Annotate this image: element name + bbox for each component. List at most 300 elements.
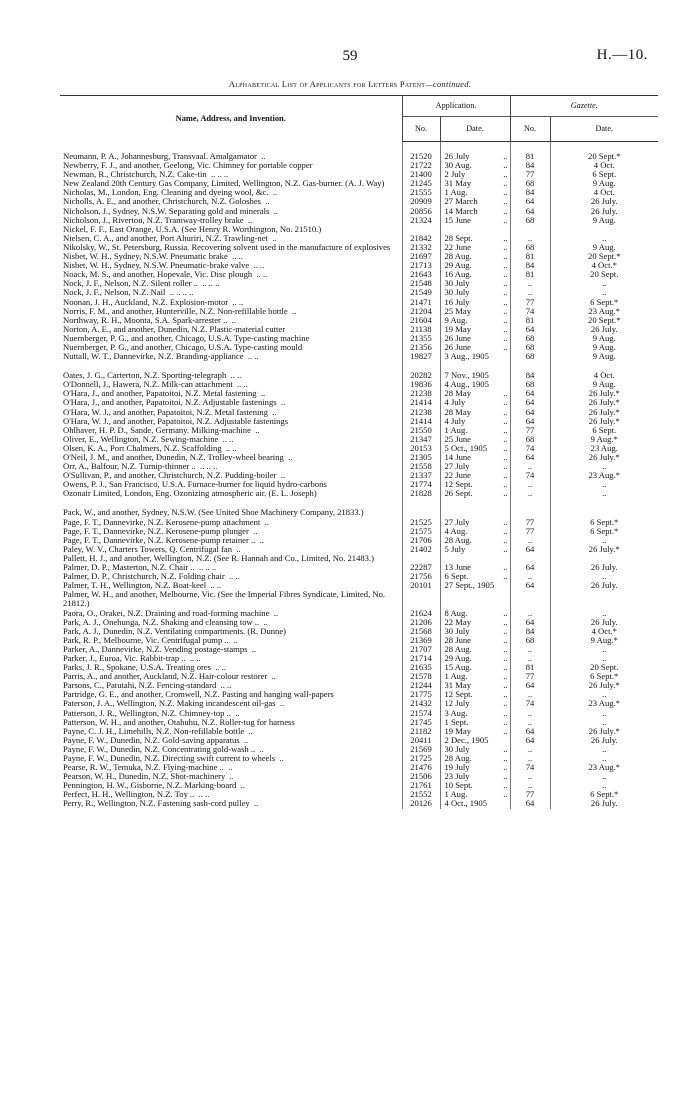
leader-dots: .. .. <box>189 652 201 663</box>
header-gazette-date: Date. <box>550 117 658 142</box>
gazette-date: .. <box>602 743 607 754</box>
application-date-text: 7 Nov., 1905 <box>444 370 489 381</box>
leader-dots: .. <box>247 214 253 225</box>
application-date-text: 3 Aug. <box>444 707 468 718</box>
leader-dots: .. <box>243 734 249 745</box>
application-number: 21774 <box>402 480 440 489</box>
application-date-text: 5 Oct., 1905 <box>444 442 487 453</box>
applicants-table <box>60 95 658 809</box>
applicant-name: Newberry, F. J., and another, Geelong, Vic. Chimney for portable copper <box>63 160 313 171</box>
applicant-name: Nikolsky, W., St. Petersburg, Russia. Recovering solvent used in the manufacture of explosives <box>63 241 391 252</box>
gazette-number: 74 <box>510 471 550 480</box>
gazette-number: 64 <box>510 727 550 736</box>
applicant-name: Perfect, H. H., Wellington, N.Z. Toy .. <box>63 789 195 800</box>
gazette-date: .. <box>602 571 607 582</box>
gazette-date: 6 Sept.* <box>590 296 619 307</box>
application-number: 21828 <box>402 489 440 498</box>
header-gazette <box>510 96 658 117</box>
leader-dots: .. <box>288 452 293 462</box>
application-date-text: 28 Aug. <box>444 643 472 654</box>
gazette-number: 81 <box>510 316 550 325</box>
gazette-date: .. <box>602 689 607 700</box>
application-number: 20411 <box>402 736 440 745</box>
application-date-text: 19 May <box>444 725 471 736</box>
application-number: 21575 <box>402 527 440 536</box>
date-leader-dots: .. <box>503 341 508 352</box>
date-leader-dots: .. <box>503 260 508 271</box>
date-leader-dots: .. <box>503 160 508 171</box>
application-date-text: 16 July <box>444 296 470 307</box>
date-leader-dots: .. <box>503 643 508 654</box>
application-date <box>440 352 510 361</box>
application-number: 21245 <box>402 179 440 188</box>
applicant-name: Paterson, J. A., Wellington, N.Z. Making incandescent oil-gas <box>63 698 276 709</box>
date-leader-dots: .. <box>503 470 508 481</box>
application-date <box>440 216 510 225</box>
gazette-number: .. <box>510 781 550 790</box>
gazette-date: 23 Aug.* <box>588 470 621 481</box>
date-leader-dots: .. <box>503 287 508 298</box>
date-leader-dots: .. <box>503 433 508 444</box>
gazette-date: 26 July.* <box>588 725 620 736</box>
applicant-name: Nuernberger, P. G., and another, Chicago, U.S.A. Type-casting machine <box>63 332 310 343</box>
leader-dots: .. <box>272 187 278 198</box>
applicant-name: Orr, A., Balfour, N.Z. Turnip-thinner .. <box>63 461 196 472</box>
gazette-date: 26 July.* <box>588 543 620 554</box>
gazette-number: 64 <box>510 389 550 398</box>
application-number: 21337 <box>402 471 440 480</box>
applicant-name: Palmer, T. H., Wellington, N.Z. Boat-keel <box>63 580 207 591</box>
applicant-name: Page, F. T., Dannevirke, N.Z. Kerosene-pump attachment <box>63 516 261 527</box>
gazette-date: 4 Oct. <box>593 160 615 171</box>
application-number: 21182 <box>402 727 440 736</box>
application-date-text: 19 May <box>444 323 471 334</box>
application-number: 21707 <box>402 645 440 654</box>
gazette-date: 9 Aug.* <box>590 433 618 444</box>
applicant-name: Oates, J. G., Carterton, N.Z. Sporting-telegraph <box>63 370 227 381</box>
application-number: 21414 <box>402 417 440 426</box>
gazette-number: 64 <box>510 618 550 627</box>
page-number: 59 <box>342 48 358 64</box>
gazette-date: 26 July. <box>590 798 618 809</box>
gazette-number: 74 <box>510 699 550 708</box>
application-number: 21432 <box>402 699 440 708</box>
date-leader-dots: .. <box>503 196 508 207</box>
leader-dots: .. .. <box>229 571 240 582</box>
application-number: 21305 <box>402 453 440 462</box>
application-number: 19836 <box>402 380 440 389</box>
gazette-date: 26 July.* <box>588 680 620 691</box>
gazette-date: 9 Aug.* <box>590 634 618 645</box>
leader-dots: .. .. .. <box>202 278 220 289</box>
date-leader-dots: .. <box>503 707 508 718</box>
application-number: 21206 <box>402 618 440 627</box>
leader-dots: .. .. <box>210 580 222 591</box>
gazette-number: .. <box>510 480 550 489</box>
application-number: 21713 <box>402 261 440 270</box>
gazette-date: 26 July. <box>590 323 618 334</box>
gazette-date: 6 Sept. <box>592 169 617 180</box>
application-date-text: 1 Aug. <box>444 424 468 435</box>
application-date-text: 10 Sept. <box>444 780 473 791</box>
gazette-number: .. <box>510 536 550 545</box>
application-number: 21761 <box>402 781 440 790</box>
applicant-name: O'Hara, W. J., and another, Papatoitoi, N.Z. Metal fastening <box>63 406 269 417</box>
leader-dots: .. <box>228 762 233 773</box>
application-number: 21476 <box>402 763 440 772</box>
gazette-number: 84 <box>510 188 550 197</box>
leader-dots: .. .. <box>230 370 242 381</box>
gazette-number: .. <box>510 754 550 763</box>
gazette-date <box>550 590 658 608</box>
date-leader-dots: .. <box>503 780 508 791</box>
application-number: 21842 <box>402 234 440 243</box>
application-number: 21714 <box>402 654 440 663</box>
gazette-date: 26 July. <box>590 580 618 591</box>
leader-dots: .. <box>255 424 260 435</box>
application-date-text: 25 June <box>444 433 471 444</box>
gazette-number: 81 <box>510 252 550 261</box>
gazette-number: 68 <box>510 636 550 645</box>
application-number: 21569 <box>402 745 440 754</box>
gazette-date: .. <box>602 771 607 782</box>
application-number: 21643 <box>402 270 440 279</box>
application-date <box>440 545 510 554</box>
leader-dots: .. .. .. .. <box>169 287 194 298</box>
applicant-name: Nisbet, W. H., Sydney, N.S.W. Pneumatic brake <box>63 251 228 262</box>
application-number: 21574 <box>402 709 440 718</box>
leader-dots: .. <box>280 470 285 481</box>
leader-dots: .. <box>248 725 253 736</box>
date-leader-dots: .. <box>503 716 508 727</box>
leader-dots: .. <box>236 543 241 554</box>
applicant-name: Patterson, W. H., and another, Otahuhu, N.Z. Roller-tug for harness <box>63 716 295 727</box>
gazette-number: 77 <box>510 527 550 536</box>
gazette-date: 9 Aug. <box>592 341 616 352</box>
gazette-number: .. <box>510 645 550 654</box>
applicant-name: Nuernberger, P. G., and another, Chicago, U.S.A. Type-casting mould <box>63 341 303 352</box>
header-app-date: Date. <box>440 117 510 142</box>
applicant-name: Nicholas, M., London, Eng. Cleaning and dyeing wool, &c. <box>63 187 269 198</box>
application-number: 20153 <box>402 444 440 453</box>
application-number: 21369 <box>402 636 440 645</box>
leader-dots: .. <box>240 780 245 791</box>
gazette-date: .. <box>602 652 607 663</box>
application-date-text: 26 July <box>444 151 470 161</box>
gazette-date: .. <box>602 780 607 791</box>
date-leader-dots: .. <box>503 771 508 782</box>
applicant-entry <box>60 352 402 361</box>
gazette-date: .. <box>602 287 607 298</box>
application-number: 21558 <box>402 462 440 471</box>
date-leader-dots: .. <box>503 534 508 545</box>
applicant-name: Payne, C. J. H., Limehills, N.Z. Non-refillable bottle <box>63 725 245 736</box>
leader-dots: .. <box>279 698 285 709</box>
applicant-name: Parker, A., Dannevirke, N.Z. Vending postage-stamps <box>63 643 248 654</box>
title-main: Alphabetical List of Applicants for Letters Patent <box>228 80 426 89</box>
header-name: Name, Address, and Invention. <box>60 96 402 142</box>
gazette-date: .. <box>602 461 607 472</box>
application-number: 21706 <box>402 536 440 545</box>
applicant-name: Nock, J. F., Nelson, N.Z. Nail <box>63 287 166 298</box>
date-leader-dots: .. <box>503 406 508 417</box>
gazette-number: .. <box>510 609 550 618</box>
application-date-text: 22 June <box>444 470 471 481</box>
date-leader-dots: .. <box>503 278 508 289</box>
application-number: 21520 <box>402 142 440 162</box>
leader-dots: .. <box>259 534 264 545</box>
leader-dots: .. <box>253 525 258 536</box>
applicant-name: Park, A. J., Onehunga, N.Z. Shaking and cleansing tow .. <box>63 616 260 627</box>
application-date-text: 30 July <box>444 278 470 289</box>
application-date <box>440 581 510 590</box>
application-number: 21506 <box>402 772 440 781</box>
applicant-name: Payne, F. W., Dunedin, N.Z. Directing swift current to wheels <box>63 753 276 763</box>
application-date-text: 25 May <box>444 305 471 316</box>
leader-dots: .. .. <box>237 379 248 390</box>
gazette-number: 64 <box>510 736 550 745</box>
application-number: 20909 <box>402 197 440 206</box>
gazette-date: .. <box>602 232 607 243</box>
application-number: 21548 <box>402 279 440 288</box>
applicant-name: Olsen, K. A., Port Chalmers, N.Z. Scaffolding <box>63 442 222 453</box>
application-date-text: 9 Aug. <box>444 314 468 325</box>
page-title <box>0 80 700 89</box>
application-number: 21756 <box>402 572 440 581</box>
applicant-name: Page, F. T., Dannevirke, N.Z. Kerosene-pump plunger <box>63 525 249 536</box>
application-date-text: 1 Sept. <box>444 716 469 727</box>
applicant-entry <box>60 799 402 808</box>
application-date-text: 4 Aug., 1905 <box>444 379 489 390</box>
leader-dots: .. <box>280 397 286 408</box>
date-leader-dots: .. <box>503 571 508 582</box>
application-date-text: 22 June <box>444 241 471 252</box>
application-date-text: 5 July <box>444 543 466 554</box>
date-leader-dots: .. <box>503 671 508 682</box>
application-date-text: 15 June <box>444 214 471 225</box>
date-leader-dots: .. <box>503 241 508 252</box>
applicant-name: Oliver, E., Wellington, N.Z. Sewing-machine <box>63 433 219 444</box>
table-body <box>60 142 658 809</box>
application-number: 21402 <box>402 545 440 554</box>
date-leader-dots: .. <box>503 214 508 225</box>
gazette-date: .. <box>602 753 607 763</box>
leader-dots: .. <box>253 798 259 809</box>
application-date-text: 23 July <box>444 771 470 782</box>
gazette-number: 77 <box>510 518 550 527</box>
application-number: 21238 <box>402 408 440 417</box>
application-number: 21356 <box>402 343 440 352</box>
leader-dots: .. .. <box>247 351 259 362</box>
gazette-number: 81 <box>510 270 550 279</box>
application-date-text: 30 Aug. <box>444 160 472 171</box>
application-number: 21471 <box>402 298 440 307</box>
gazette-number: 84 <box>510 371 550 380</box>
date-leader-dots: .. <box>503 296 508 307</box>
leader-dots: .. .. .. <box>210 169 229 180</box>
applicant-name: O'Donnell, J., Hawera, N.Z. Milk-can attachment <box>63 379 233 390</box>
date-leader-dots: .. <box>503 680 508 691</box>
application-date-text: 2 July <box>444 169 466 180</box>
date-leader-dots: .. <box>503 232 508 243</box>
application-date-text: 4 July <box>444 397 466 408</box>
gazette-number: 68 <box>510 179 550 188</box>
applicant-name: Noack, M. S., and another, Hopevale, Vic. Disc plough <box>63 269 253 280</box>
application-number: 21555 <box>402 188 440 197</box>
leader-dots: .. <box>259 743 264 754</box>
gazette-date: 26 July.* <box>588 397 620 408</box>
applicant-name: O'Hara, J., and another, Papatoitoi, N.Z. Adjustable fastenings <box>63 397 277 408</box>
application-number: 21725 <box>402 754 440 763</box>
gazette-number: .. <box>510 462 550 471</box>
gazette-date: 6 Sept.* <box>590 671 619 682</box>
application-number: 21624 <box>402 609 440 618</box>
application-date-text: 27 July <box>444 461 470 472</box>
applicant-name: Nisbet, W. H., Sydney, N.S.W. Pneumatic-brake valve <box>63 260 250 271</box>
applicant-name: Parris, A., and another, Auckland, N.Z. Hair-colour restorer <box>63 671 268 682</box>
application-number: 21204 <box>402 307 440 316</box>
applicant-name: Norton, A. E., and another, Dunedin, N.Z. Plastic-material cutter <box>63 323 286 334</box>
application-date-text: 22 May <box>444 616 471 627</box>
application-number: 21745 <box>402 718 440 727</box>
applicant-name: Pennington, H. W., Gisborne, N.Z. Marking-board <box>63 780 237 791</box>
application-date-text: 27 March <box>444 196 478 207</box>
gazette-date: .. <box>602 716 607 727</box>
gazette-date: 26 July. <box>590 562 618 573</box>
table-row <box>60 489 658 498</box>
gazette-date: 26 July.* <box>588 415 620 426</box>
applicant-name: Payne, F. W., Dunedin, N.Z. Gold-saving apparatus <box>63 734 240 745</box>
leader-dots: .. <box>229 771 234 782</box>
date-leader-dots: .. <box>503 332 508 343</box>
gazette-date: 6 Sept. <box>592 424 617 435</box>
application-number: 20282 <box>402 371 440 380</box>
application-number: 21635 <box>402 663 440 672</box>
table-row <box>60 352 658 361</box>
gazette-date: 23 Aug.* <box>588 305 621 316</box>
gazette-number: .. <box>510 718 550 727</box>
gazette-number: 84 <box>510 161 550 170</box>
applicant-name: Parsons, C., Patutahi, N.Z. Fencing-standard <box>63 680 217 691</box>
table-row <box>60 142 658 162</box>
date-leader-dots: .. <box>503 442 508 453</box>
gazette-date: .. <box>602 479 607 490</box>
date-leader-dots: .. <box>503 725 508 736</box>
date-leader-dots: .. <box>503 314 508 325</box>
applicant-name: Northway, R. H., Moonta, S.A. Spark-arrester .. <box>63 314 228 325</box>
leader-dots: .. <box>292 305 297 316</box>
gazette-number: .. <box>510 745 550 754</box>
leader-dots: .. <box>272 232 277 243</box>
gazette-number: 64 <box>510 545 550 554</box>
leader-dots: .. <box>235 707 240 718</box>
applicant-name: New Zealand 20th Century Gas Company, Limited, Wellington, N.Z. Gas-burner. (A. J. Way) <box>63 178 385 189</box>
application-date-text: 6 Sept. <box>444 571 469 582</box>
applicant-name: O'Neil, J. M., and another, Dunedin, N.Z. Trolley-wheel bearing <box>63 452 284 462</box>
gazette-number: .. <box>510 709 550 718</box>
gazette-date: 23 Aug. <box>590 442 618 453</box>
application-date-text: 30 July <box>444 625 470 636</box>
gazette-number: 77 <box>510 790 550 799</box>
applicant-name: Nuttall, W. T., Dannevirke, N.Z. Branding-appliance <box>63 351 244 362</box>
gazette-number: .. <box>510 772 550 781</box>
application-number: 21138 <box>402 325 440 334</box>
application-date <box>440 799 510 808</box>
application-date-text: 26 Sept. <box>444 488 473 499</box>
header-app-no: No. <box>402 117 440 142</box>
gazette-date: 26 July. <box>590 734 618 745</box>
application-date-text: 28 Sept. <box>444 232 473 243</box>
application-date-text: 30 July <box>444 287 470 298</box>
gazette-number: 68 <box>510 352 550 361</box>
gazette-number: 64 <box>510 563 550 572</box>
gazette-date: 20 Sept.* <box>588 151 621 161</box>
gazette-number: 77 <box>510 298 550 307</box>
application-number: 19827 <box>402 352 440 361</box>
application-date-text: 31 May <box>444 680 471 691</box>
gazette-date: .. <box>602 278 607 289</box>
gazette-number: 64 <box>510 681 550 690</box>
application-number: 21722 <box>402 161 440 170</box>
application-date-text: 1 Aug. <box>444 671 468 682</box>
title-suffix: —continued. <box>425 80 472 89</box>
application-date-text: 28 Aug. <box>444 753 472 763</box>
gazette-number: 74 <box>510 444 550 453</box>
applicant-name: Ozonair Limited, London, Eng. Ozonizing atmospheric air. (E. L. Joseph) <box>63 488 317 499</box>
leader-dots: .. <box>261 150 266 161</box>
application-number: 21238 <box>402 389 440 398</box>
date-leader-dots: .. <box>503 479 508 490</box>
date-leader-dots: .. <box>503 652 508 663</box>
application-number: 21324 <box>402 216 440 225</box>
gazette-date: 9 Aug. <box>592 379 616 390</box>
applicant-entry <box>60 142 402 162</box>
leader-dots: .. .. <box>198 789 210 800</box>
date-leader-dots: .. <box>503 151 508 161</box>
application-date-text: 4 Oct., 1905 <box>444 798 487 809</box>
application-number: 21552 <box>402 790 440 799</box>
application-date <box>440 590 510 608</box>
date-leader-dots: .. <box>503 762 508 773</box>
application-date-text: 16 Aug. <box>444 269 472 280</box>
gazette-number: 81 <box>510 663 550 672</box>
application-date-text: 2 Dec., 1905 <box>444 734 489 745</box>
gazette-date: .. <box>602 534 607 545</box>
date-leader-dots: .. <box>503 488 508 499</box>
gazette-date: 26 July.* <box>588 452 620 462</box>
date-leader-dots: .. <box>503 415 508 426</box>
applicant-name: Perry, R., Wellington, N.Z. Fastening sash-cord pulley <box>63 798 250 809</box>
date-leader-dots: .. <box>503 388 508 399</box>
gazette-date: 26 July.* <box>588 406 620 417</box>
gazette-number: 64 <box>510 207 550 216</box>
application-date-text: 1 Aug. <box>444 789 468 800</box>
application-number: 21400 <box>402 170 440 179</box>
leader-dots: .. <box>251 643 257 654</box>
date-leader-dots: .. <box>503 178 508 189</box>
gazette-date: 6 Sept.* <box>590 525 619 536</box>
gazette-date: 9 Aug. <box>592 214 616 225</box>
application-date-text: 13 June <box>444 562 471 573</box>
applicant-name: Palmer, D. P., Christchurch, N.Z. Folding chair <box>63 571 225 582</box>
gazette-number: 64 <box>510 197 550 206</box>
gazette-date: 6 Sept.* <box>590 516 619 527</box>
leader-dots: .. .. .. <box>200 461 218 472</box>
gazette-date: .. <box>602 707 607 718</box>
gazette-number: 77 <box>510 426 550 435</box>
applicant-name: Partridge, G. E., and another, Cromwell, N.Z. Pasting and hanging wall-papers <box>63 689 334 700</box>
applicant-name: Nicholson, J., Riverton, N.Z. Tramway-trolley brake <box>63 214 244 225</box>
